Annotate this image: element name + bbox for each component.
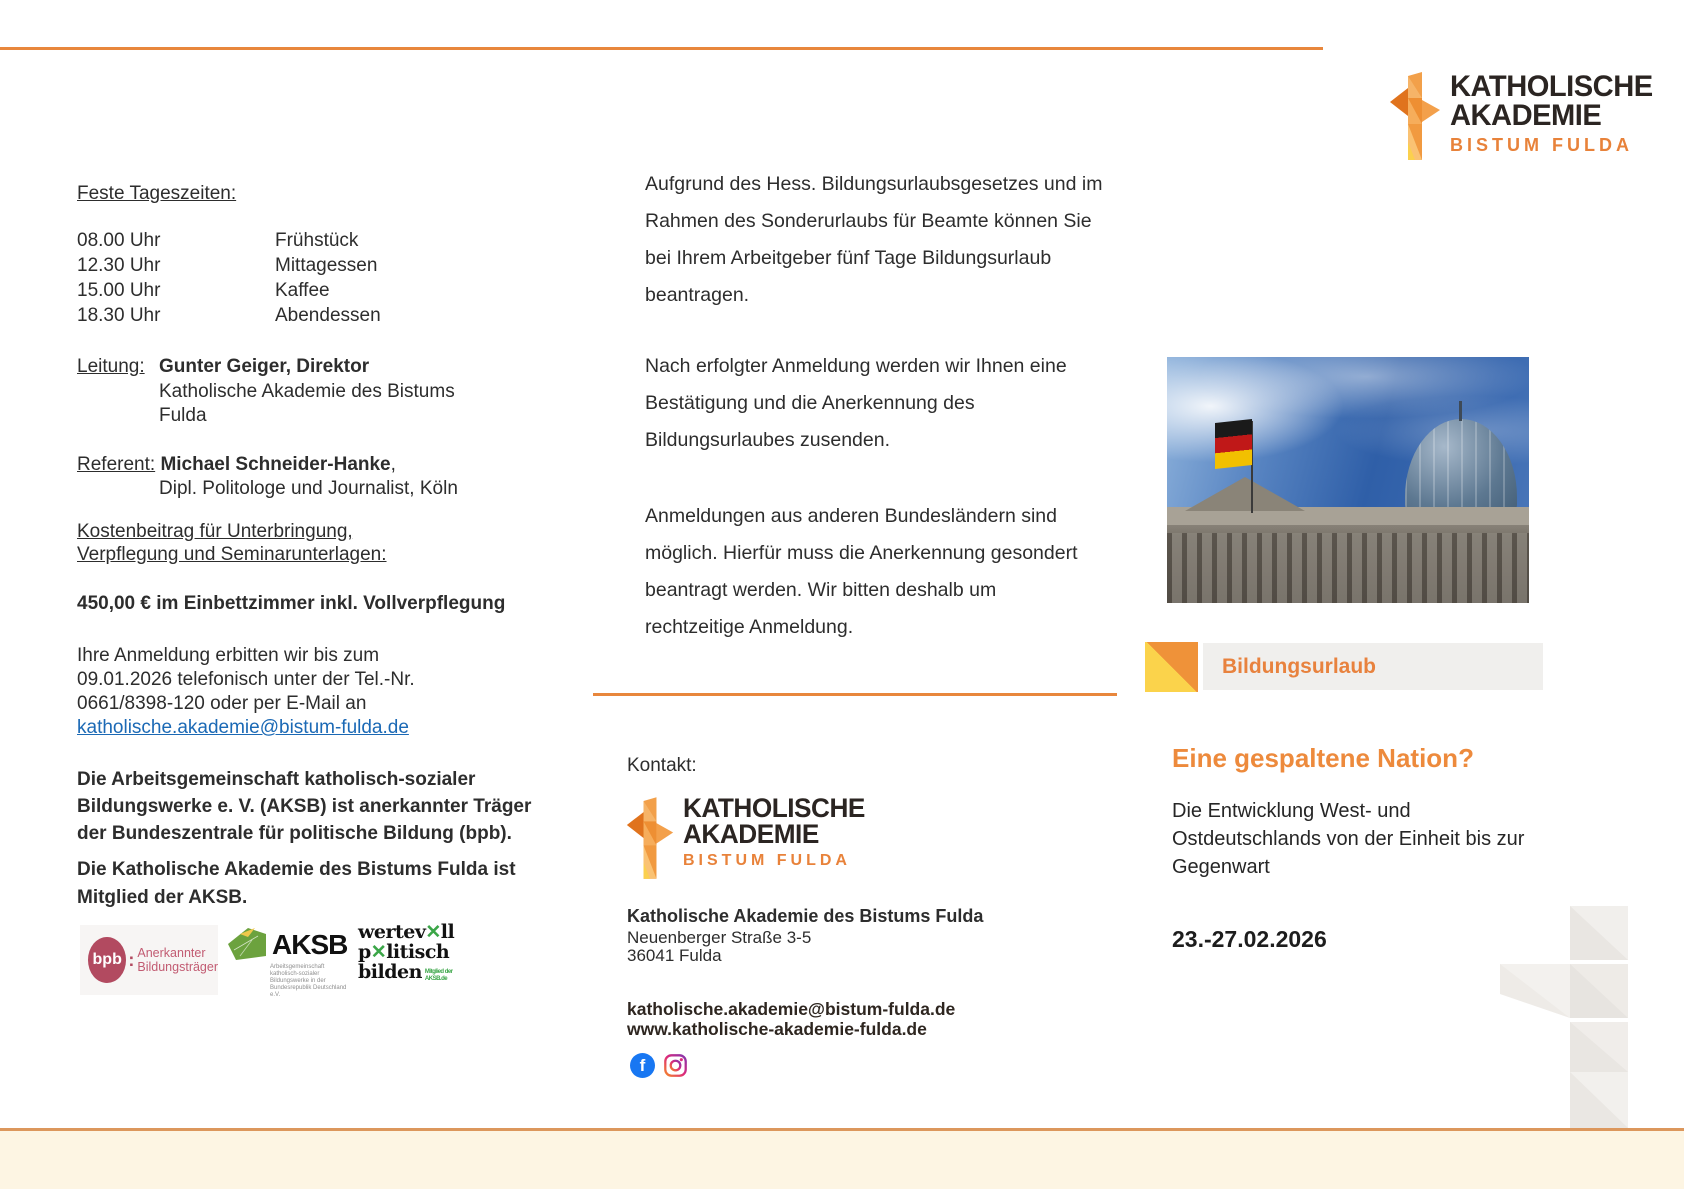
- facebook-glyph: f: [639, 1055, 646, 1075]
- intro-paragraph-1: [645, 166, 1102, 314]
- wertevoll-line3: bilden Mitglied der AKSB.de: [358, 962, 459, 982]
- wertevoll-line1: wertev✕ll: [358, 921, 455, 943]
- schedule-label: Kaffee: [275, 280, 330, 301]
- aksb-line3: der Bundeszentrale für politische Bildung (bpb).: [77, 823, 512, 844]
- contact-email: katholische.akademie@bistum-fulda.de: [627, 999, 956, 1019]
- instagram-icon[interactable]: [663, 1053, 688, 1078]
- aksb-paragraph: [77, 766, 531, 847]
- schedule-heading: Feste Tageszeiten:: [77, 183, 237, 204]
- badge-square-icon: [1145, 642, 1198, 692]
- wertevoll-member-text: Mitglied der AKSB.de: [424, 969, 453, 982]
- contact-website: www.katholische-akademie-fulda.de: [627, 1019, 927, 1039]
- brand-line-3: BISTUM FULDA: [1450, 135, 1633, 155]
- brand-line-2: AKADEMIE: [683, 819, 819, 849]
- brand-wordmark: [1450, 72, 1659, 156]
- leitung-org-line1: Katholische Akademie des Bistums: [159, 381, 455, 402]
- leitung-label: Leitung:: [77, 356, 145, 377]
- text-line: Ostdeutschlands von der Einheit bis zur: [1172, 828, 1525, 850]
- facebook-icon[interactable]: [630, 1053, 655, 1078]
- referent-suffix: ,: [390, 454, 396, 475]
- wertevoll-line2: p✕litisch: [358, 941, 450, 963]
- bpb-label-line2: Bildungsträger: [137, 960, 218, 974]
- brand-logo-header: [1388, 72, 1659, 160]
- text-line: Rahmen des Sonderurlaubs für Beamte können Sie: [645, 210, 1092, 232]
- reichstag-dome: [1405, 419, 1517, 511]
- text-line: Anmeldungen aus anderen Bundesländern sind: [645, 505, 1057, 527]
- green-cross-icon: ✕: [370, 941, 387, 963]
- leitung-name: Gunter Geiger, Direktor: [159, 356, 370, 377]
- brand-line-1: KATHOLISCHE: [683, 793, 865, 823]
- address-name: Katholische Akademie des Bistums Fulda: [627, 906, 984, 926]
- text-line: Nach erfolgter Anmeldung werden wir Ihnen eine: [645, 355, 1067, 377]
- text-line: Aufgrund des Hess. Bildungsurlaubsgesetzes und im: [645, 173, 1103, 195]
- aksb-line2: Bildungswerke e. V. (AKSB) ist anerkannter Träger: [77, 796, 532, 817]
- price-line: 450,00 € im Einbettzimmer inkl. Vollverpflegung: [77, 593, 506, 614]
- event-subtitle: [1172, 797, 1524, 881]
- email-link[interactable]: katholische.akademie@bistum-fulda.de: [77, 717, 409, 738]
- referent-label: Referent:: [77, 454, 156, 475]
- brand-cross-icon: [1388, 72, 1442, 160]
- german-flag: [1215, 419, 1252, 469]
- schedule-time: 08.00 Uhr: [77, 230, 161, 251]
- mitglied-line2: Mitglied der AKSB.: [77, 887, 248, 908]
- schedule-time: 15.00 Uhr: [77, 280, 161, 301]
- bpb-colon: :: [128, 949, 135, 970]
- aksb-leaf-icon: [228, 928, 268, 962]
- brand-line-2: AKADEMIE: [1450, 99, 1602, 132]
- middle-divider: [593, 693, 1117, 696]
- brand-line-1: KATHOLISCHE: [1450, 70, 1653, 103]
- facade-columns: [1167, 533, 1529, 603]
- referent-role: Dipl. Politologe und Journalist, Köln: [159, 478, 458, 499]
- text-line: beantragt werden. Wir bitten deshalb um: [645, 579, 997, 601]
- intro-paragraph-2: [645, 348, 1067, 459]
- aksb-logo: [228, 928, 350, 998]
- bpb-logo: [80, 925, 218, 995]
- schedule-time: 12.30 Uhr: [77, 255, 161, 276]
- kosten-heading-line2: Verpflegung und Seminarunterlagen:: [77, 544, 387, 565]
- badge-label: Bildungsurlaub: [1222, 655, 1376, 678]
- event-date: 23.-27.02.2026: [1172, 926, 1327, 952]
- brand-cross-icon: [625, 795, 675, 881]
- leitung-org-line2: Fulda: [159, 405, 207, 426]
- schedule-label: Abendessen: [275, 305, 381, 326]
- wertevoll-logo: [358, 922, 459, 982]
- aksb-acronym: AKSB: [272, 929, 348, 960]
- address-city: 36041 Fulda: [627, 946, 722, 965]
- referent-line: [77, 454, 396, 476]
- aksb-small-text: Arbeitsgemeinschaft katholisch-sozialer Bildungswerke in der Bundesrepublik Deutschland e.V.: [270, 964, 347, 998]
- text-line: Bestätigung und die Anerkennung des: [645, 392, 975, 414]
- kontakt-label: Kontakt:: [627, 755, 697, 776]
- footer-band: [0, 1131, 1684, 1189]
- watermark-cross-icon: [1500, 898, 1635, 1135]
- schedule-label: Frühstück: [275, 230, 359, 251]
- text-line: möglich. Hierfür muss die Anerkennung gesondert: [645, 542, 1078, 564]
- referent-name: Michael Schneider-Hanke: [160, 454, 391, 475]
- brand-logo-contact: [625, 795, 871, 881]
- bpb-label-line1: Anerkannter: [137, 946, 206, 960]
- bpb-label: [137, 946, 218, 974]
- mitglied-paragraph: [77, 856, 516, 912]
- text-line: Die Entwicklung West- und: [1172, 800, 1411, 822]
- anmeldung-line1: Ihre Anmeldung erbitten wir bis zum: [77, 645, 380, 666]
- kosten-heading-line1: Kostenbeitrag für Unterbringung,: [77, 521, 353, 542]
- facade-pediment: [1185, 477, 1305, 511]
- aksb-line1: Die Arbeitsgemeinschaft katholisch-sozialer: [77, 769, 476, 790]
- reichstag-photo: [1167, 357, 1529, 603]
- brand-line-3: BISTUM FULDA: [683, 852, 851, 869]
- brand-wordmark: [683, 795, 871, 870]
- intro-paragraph-3: [645, 498, 1078, 646]
- bpb-circle-icon: bpb: [88, 937, 126, 983]
- text-line: Gegenwart: [1172, 856, 1270, 878]
- dome-spire: [1459, 401, 1462, 421]
- text-line: bei Ihrem Arbeitgeber fünf Tage Bildungsurlaub: [645, 247, 1052, 269]
- anmeldung-line3: 0661/8398-120 oder per E-Mail an: [77, 693, 367, 714]
- text-line: rechtzeitige Anmeldung.: [645, 616, 854, 638]
- address-street: Neuenberger Straße 3-5: [627, 928, 812, 947]
- anmeldung-line2: 09.01.2026 telefonisch unter der Tel.-Nr.: [77, 669, 415, 690]
- text-line: Bildungsurlaubes zusenden.: [645, 429, 891, 451]
- mitglied-line1: Die Katholische Akademie des Bistums Fulda ist: [77, 859, 516, 880]
- schedule-time: 18.30 Uhr: [77, 305, 161, 326]
- top-divider: [0, 47, 1323, 50]
- text-line: beantragen.: [645, 284, 750, 306]
- green-cross-icon: ✕: [425, 921, 441, 943]
- schedule-label: Mittagessen: [275, 255, 378, 276]
- event-title: Eine gespaltene Nation?: [1172, 743, 1474, 773]
